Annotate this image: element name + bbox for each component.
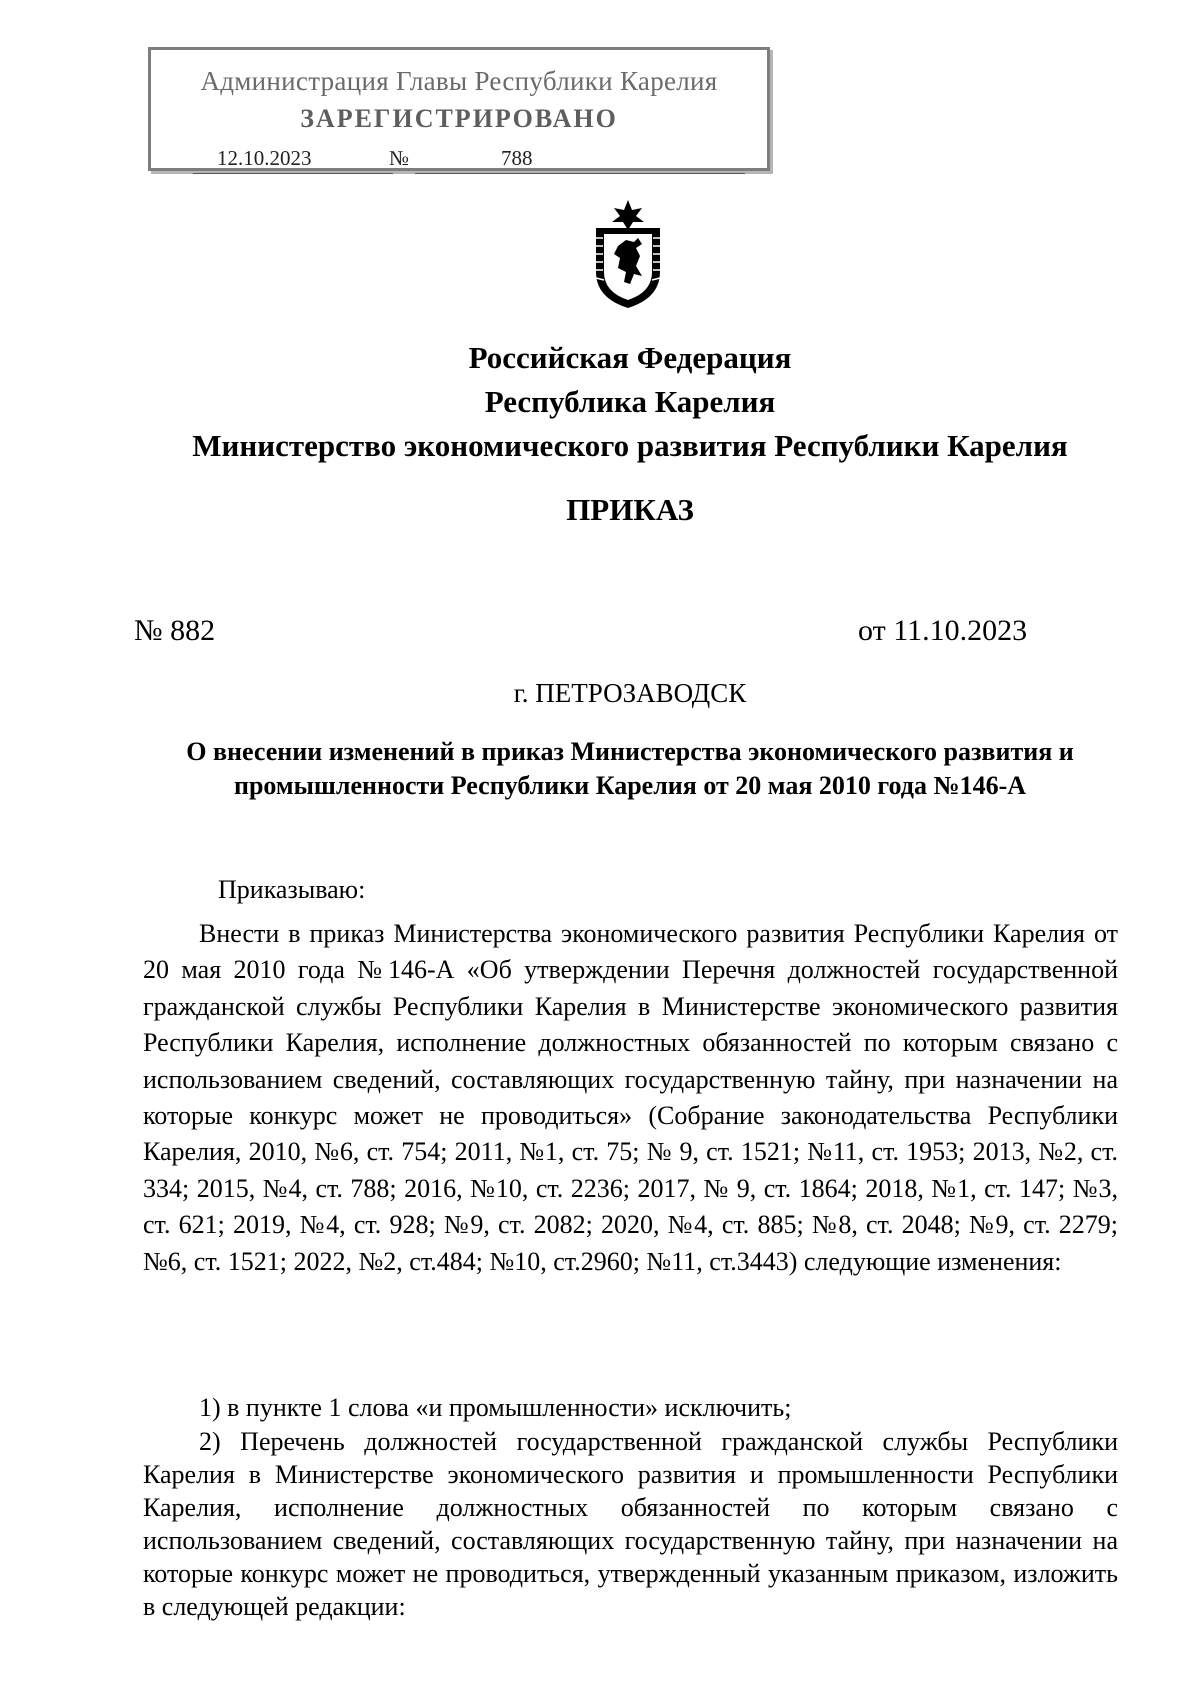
- ministry-heading: Министерство экономического развития Республики Карелия: [192, 428, 1068, 463]
- stamp-organization: Администрация Главы Республики Карелия: [200, 66, 718, 96]
- list-item-1: 1) в пункте 1 слова «и промышленности» исключить;: [199, 1393, 792, 1422]
- stamp-number: 788: [415, 146, 745, 174]
- order-subject: О внесении изменений в приказ Министерства экономического развития и промышленности Республики Карелия от 20 мая 2010 года №146-А: [186, 737, 1074, 800]
- order-word: Приказываю:: [218, 875, 366, 904]
- stamp-status: ЗАРЕГИСТРИРОВАНО: [300, 104, 618, 133]
- registration-stamp: [148, 47, 770, 171]
- main-paragraph: Внести в приказ Министерства экономического развития Республики Карелия от 20 мая 2010 года №146-А «Об утверждении Перечня должностей государственной гражданской службы Республики Карелия в Министерстве экономического развития Республики Карелия, исполнение должностных обязанностей по которым связано с использованием сведений, составляющих государственную тайну, при назначении на которые конкурс может не проводиться» (Собрание законодательства Республики Карелия, 2010, №6, ст. 754; 2011, №1, ст. 75; № 9, ст. 1521; №11, ст. 1953; 2013, №2, ст. 334; 2015, №4, ст. 788; 2016, №10, ст. 2236; 2017, № 9, ст. 1864; 2018, №1, ст. 147; №3, ст. 621; 2019, №4, ст. 928; №9, ст. 2082; 2020, №4, ст. 885; №8, ст. 2048; №9, ст. 2279; №6, ст. 1521; 2022, №2, ст.484; №10, ст.2960; №11, ст.3443) следующие изменения:: [143, 919, 1118, 1276]
- order-number: № 882: [134, 614, 216, 647]
- stamp-date: 12.10.2023: [193, 146, 393, 174]
- stamp-number-sign: №: [389, 146, 410, 170]
- document-type-title: ПРИКАЗ: [566, 492, 694, 527]
- city-name: г. ПЕТРОЗАВОДСК: [513, 678, 747, 708]
- order-date: от 11.10.2023: [858, 614, 1028, 647]
- list-item-2: 2) Перечень должностей государственной гражданской службы Республики Карелия в Министерстве экономического развития и промышленности Республики Карелия, исполнение должностных обязанностей по которым связано с использованием сведений, составляющих государственную тайну, при назначении на которые конкурс может не проводиться, утвержденный указанным приказом, изложить в следующей редакции:: [143, 1427, 1118, 1621]
- republic-heading: Республика Карелия: [484, 384, 776, 419]
- country-heading: Российская Федерация: [468, 340, 792, 375]
- karelia-coat-of-arms-icon: [578, 200, 678, 310]
